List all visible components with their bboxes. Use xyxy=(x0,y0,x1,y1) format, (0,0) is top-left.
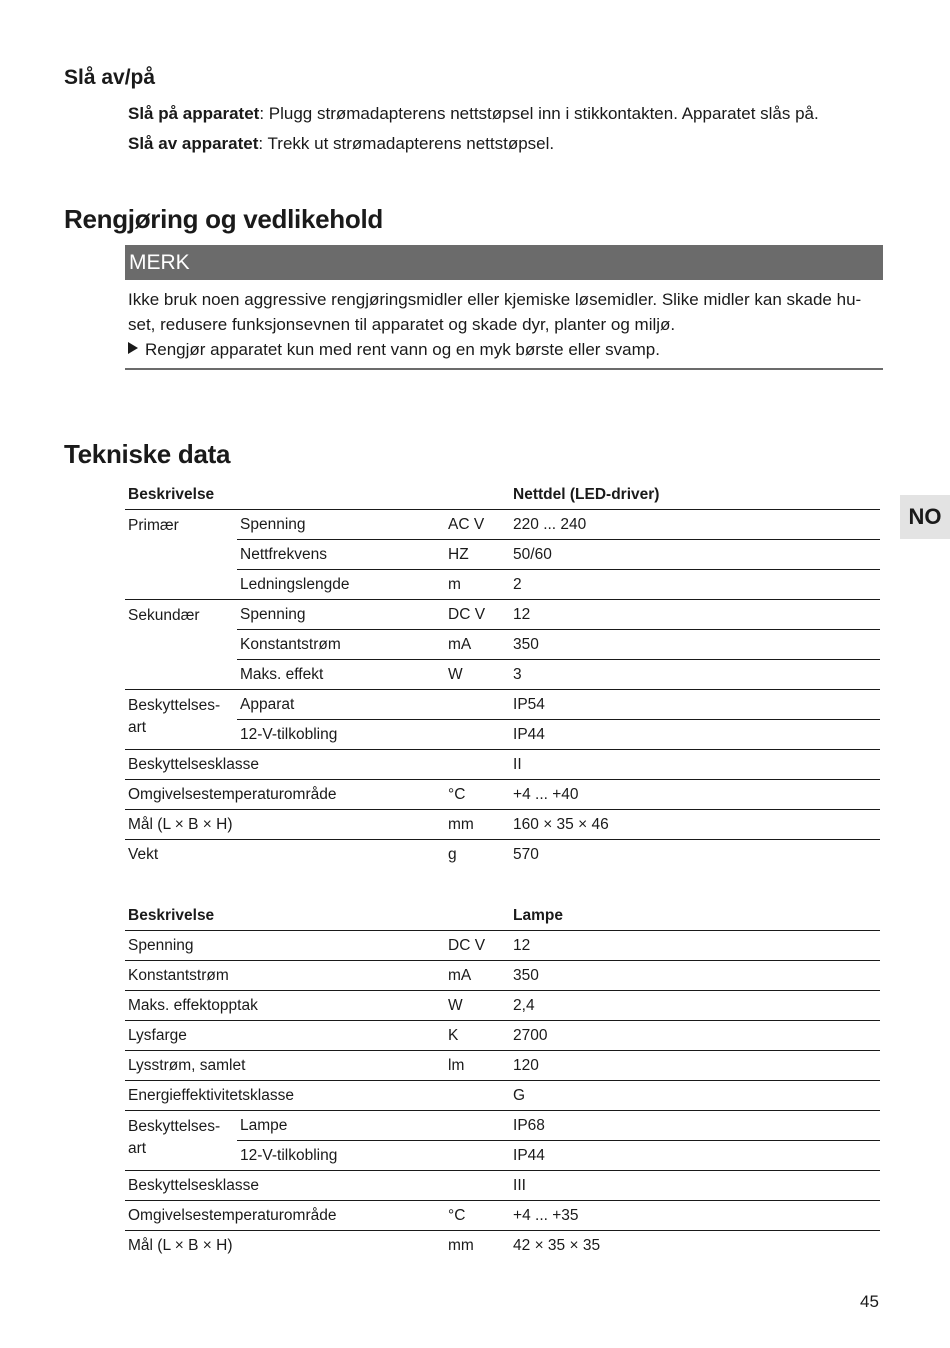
row-unit xyxy=(445,720,510,750)
row-label: Ledningslengde xyxy=(237,570,445,600)
row-unit: °C xyxy=(445,1201,510,1231)
header-description: Beskrivelse xyxy=(125,480,510,510)
table-row xyxy=(125,961,880,991)
table-row xyxy=(125,1081,880,1111)
row-unit: mA xyxy=(445,961,510,991)
spec-table-power-supply xyxy=(125,480,880,869)
on-instruction-text: : Plugg strømadapterens nettstøpsel inn i stikkontakten. Apparatet slås på. xyxy=(259,104,819,123)
row-label: Lysfarge xyxy=(125,1021,445,1051)
row-label: 12-V-tilkobling xyxy=(237,1141,445,1171)
row-value: II xyxy=(510,750,880,780)
table-row xyxy=(125,630,880,660)
row-value: 50/60 xyxy=(510,540,880,570)
table-row xyxy=(125,840,880,870)
row-label: Energieffektivitetsklasse xyxy=(125,1081,445,1111)
row-value: 160 × 35 × 46 xyxy=(510,810,880,840)
row-unit xyxy=(445,1111,510,1141)
row-value: 2 xyxy=(510,570,880,600)
spec-table-lamp xyxy=(125,901,880,1260)
row-value: +4 ... +40 xyxy=(510,780,880,810)
row-value: 42 × 35 × 35 xyxy=(513,1236,601,1254)
row-value: 220 ... 240 xyxy=(510,510,880,540)
table-row xyxy=(125,750,880,780)
row-label: Konstantstrøm xyxy=(237,630,445,660)
row-label: Mål (L × B × H) xyxy=(125,810,445,840)
row-unit xyxy=(445,1081,510,1111)
row-unit: m xyxy=(445,570,510,600)
section-heading-cleaning: Rengjøring og vedlikehold xyxy=(64,204,383,234)
row-label: Lampe xyxy=(237,1111,445,1141)
table-row xyxy=(125,570,880,600)
table-row xyxy=(125,600,880,630)
table-row xyxy=(125,1021,880,1051)
row-unit: K xyxy=(445,1021,510,1051)
table-row xyxy=(125,510,880,540)
row-label: Spenning xyxy=(125,931,445,961)
group-label-primary: Primær xyxy=(125,510,237,600)
language-tab: NO xyxy=(900,495,950,539)
table-row xyxy=(125,1141,880,1171)
row-value: IP68 xyxy=(510,1111,880,1141)
table-row xyxy=(125,690,880,720)
table-row xyxy=(125,931,880,961)
note-bullet-text: Rengjør apparatet kun med rent vann og en myk børste eller svamp. xyxy=(145,340,660,359)
note-line-2: set, redusere funksjonsevnen til apparatet og skade dyr, planter og miljø. xyxy=(128,315,676,334)
row-label: Spenning xyxy=(237,600,445,630)
table-row xyxy=(125,1111,880,1141)
row-unit: AC V xyxy=(445,510,510,540)
section-heading-tech: Tekniske data xyxy=(64,439,231,469)
row-value: 12 xyxy=(510,600,880,630)
on-instruction xyxy=(128,104,819,124)
table-row xyxy=(125,1231,880,1261)
row-unit: W xyxy=(445,991,510,1021)
row-unit: mm xyxy=(445,810,510,840)
row-label: 12-V-tilkobling xyxy=(237,720,445,750)
row-value: 2,4 xyxy=(510,991,880,1021)
row-unit xyxy=(445,750,510,780)
table-header-row xyxy=(125,480,880,510)
row-value: 2700 xyxy=(510,1021,880,1051)
row-label: Beskyttelsesklasse xyxy=(125,750,445,780)
row-unit: °C xyxy=(445,780,510,810)
row-label: Apparat xyxy=(237,690,445,720)
table-row xyxy=(125,540,880,570)
off-instruction-text: : Trekk ut strømadapterens nettstøpsel. xyxy=(258,134,555,153)
off-instruction xyxy=(128,134,554,154)
row-value: 350 xyxy=(510,630,880,660)
row-label: Lysstrøm, samlet xyxy=(125,1051,445,1081)
row-unit: mA xyxy=(445,630,510,660)
row-value: III xyxy=(510,1171,880,1201)
row-value: +4 ... +35 xyxy=(510,1201,880,1231)
row-unit xyxy=(445,1171,510,1201)
on-instruction-bold: Slå på apparatet xyxy=(128,104,260,123)
table-row xyxy=(125,720,880,750)
row-unit: W xyxy=(445,660,510,690)
note-bullet xyxy=(128,340,660,360)
row-unit: DC V xyxy=(445,931,510,961)
table-row xyxy=(125,1171,880,1201)
section-heading-on-off: Slå av/på xyxy=(64,66,156,89)
row-value: IP54 xyxy=(510,690,880,720)
note-bottom-rule xyxy=(125,368,883,370)
triangle-bullet-icon xyxy=(128,342,138,354)
row-unit: DC V xyxy=(445,600,510,630)
row-value: 570 xyxy=(513,845,539,863)
page-number: 45 xyxy=(860,1292,879,1311)
row-value: G xyxy=(510,1081,880,1111)
row-label: Beskyttelsesklasse xyxy=(125,1171,445,1201)
row-value: 120 xyxy=(510,1051,880,1081)
row-label: Maks. effekt xyxy=(237,660,445,690)
note-line-1: Ikke bruk noen aggressive rengjøringsmidler eller kjemiske løsemidler. Slike midler kan skade hu- xyxy=(128,290,862,309)
table-row xyxy=(125,780,880,810)
group-label-secondary: Sekundær xyxy=(125,600,237,690)
row-label: Mål (L × B × H) xyxy=(128,1236,233,1254)
row-unit: lm xyxy=(445,1051,510,1081)
table-row xyxy=(125,1051,880,1081)
note-body xyxy=(128,287,878,337)
row-value: IP44 xyxy=(510,1141,880,1171)
row-label: Omgivelsestemperaturområde xyxy=(125,1201,445,1231)
row-unit: mm xyxy=(448,1236,474,1254)
off-instruction-bold: Slå av apparatet xyxy=(128,134,259,153)
row-unit: HZ xyxy=(445,540,510,570)
header-description: Beskrivelse xyxy=(125,901,510,931)
row-label: Konstantstrøm xyxy=(125,961,445,991)
row-unit xyxy=(445,1141,510,1171)
row-value: 350 xyxy=(510,961,880,991)
row-label: Vekt xyxy=(128,845,159,863)
row-label: Maks. effektopptak xyxy=(125,991,445,1021)
row-unit xyxy=(445,690,510,720)
row-unit: g xyxy=(448,845,457,863)
row-label: Nettfrekvens xyxy=(237,540,445,570)
note-label-bar: MERK xyxy=(125,245,883,280)
header-value: Nettdel (LED-driver) xyxy=(510,480,880,510)
table-row xyxy=(125,991,880,1021)
group-label-protection: Beskyttelses-art xyxy=(125,690,237,750)
group-label-protection: Beskyttelses-art xyxy=(125,1111,237,1171)
table-header-row xyxy=(125,901,880,931)
header-value: Lampe xyxy=(510,901,880,931)
table-row xyxy=(125,660,880,690)
table-row xyxy=(125,810,880,840)
row-value: 12 xyxy=(510,931,880,961)
row-value: IP44 xyxy=(510,720,880,750)
table-row xyxy=(125,1201,880,1231)
row-value: 3 xyxy=(510,660,880,690)
row-label: Omgivelsestemperaturområde xyxy=(125,780,445,810)
row-label: Spenning xyxy=(237,510,445,540)
